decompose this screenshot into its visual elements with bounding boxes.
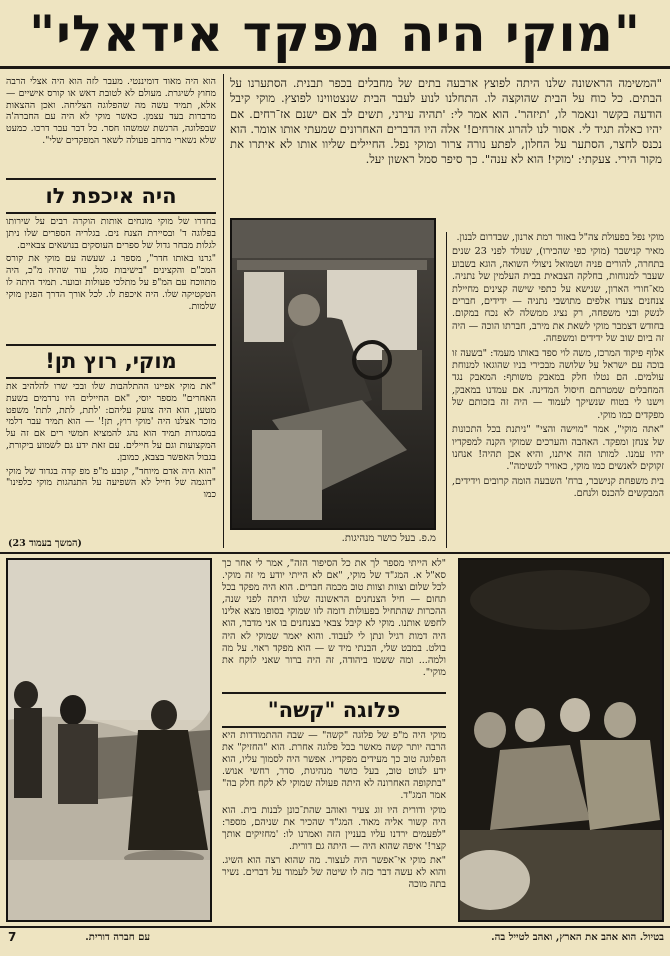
section-rule xyxy=(6,344,216,346)
right-photo-caption: בטיול. הוא אהב את הארץ, ואהב לטייל בה. xyxy=(491,932,664,943)
story-left-column xyxy=(6,76,216,174)
rotz-text xyxy=(6,381,216,531)
left-photo-caption: עם חברה דורית. xyxy=(85,932,150,943)
section-rule xyxy=(6,212,216,214)
headline-rule xyxy=(0,66,670,69)
paragraph: אלוף פיקוד המרכז, משה לוי ספד באותו מעמד: "בשעה זו בוכה עם ישראל על שלושה מבכירי בניו שהוגאו למנוחת עולמים. הם נטלו חלק במאבק משותף: המאבק נגד המחבלים שמטרתם חיסול המדינה. אם עמדנו במאבק, וישנו לי בטוח שנשיקך לעמוד — היה זה בזכותם של מפקדים כמו מוקי. xyxy=(452,347,664,421)
paragraph: בחדרו של מוקי מונחים אותות הוקרה רבים על שירותו בפלוגה ד' ובסיירת הצנח נים. בגלריה הספרים שלו ניתן לגלות מבחר גדול של ספרים העוסקים בנושאים צבאיים. xyxy=(6,216,216,251)
section-heading-ipat: היה איכפת לו xyxy=(45,184,177,208)
paragraph: מוקי היה מ"פ של פלוגה "קשה" — שבה ההתמודדות היא הרבה יותר קשה מאשר בכל פלוגה אחרת. הוא "החזיק" את הפלוגה טוב כך מעידים מפקדיו. אפשר היה לסמוך עליו, הוא ידע לנווט טוב, בעל כושר מנהיגות, סדר, רחשי אנוש. "בתקופה האחרונה לא היתה פעולה שמוקי לא לקח חלק בה" אמר המג"ד. xyxy=(222,730,446,802)
column-divider xyxy=(446,232,447,548)
section-rule xyxy=(222,692,446,694)
section-rule xyxy=(6,377,216,379)
story-right-column xyxy=(452,232,664,550)
soldier-in-vehicle-image xyxy=(232,220,434,528)
bottom-rule xyxy=(0,926,670,928)
paragraph: "הוא היה אדם מיוחד", קובע מ"פ מפ קדה בגדוד של מוקי "דוגמה של חייל לא השפיעה על התנהגות מוקי כלפינו" כמו xyxy=(6,465,216,501)
paragraph: "את מוקי אפיינו ההתלהבות שלו ובכי שרו להלהיב את האחרים" מספר יוסי, "אם החיילים היו נרדמים בשעת מטען, הוא היה צועק עליהם: 'לתת, לתת, לתת' משפט מוכר אצלנו היה 'מוקי רוץ, תן!' — הוא תמיד עבר דלמי במסגרות תמיד הוא נהג להמציא חמשי רים אם זה על המקצועות וגם על חיילים. עם זאת ידע גם לשמוע ביקורת, בגבול האפשר בצבא, כמובן. xyxy=(6,381,216,463)
horizontal-rule xyxy=(0,552,670,554)
page-number: 7 xyxy=(8,930,17,944)
paragraph: בית משפחת קנישבר, ברח' השבעה הומה קרובים וידידים, המבקשים להכנס ולנחם. xyxy=(452,475,664,500)
right-photo xyxy=(458,558,664,922)
plugah-text xyxy=(222,730,446,930)
paragraph: "גרנו באותו חדר", מספר נ. שעשה עם מוקי את קורס המכ"ם והקצינים "בישיבות סגל, עוד שהיה מ"כ, היה מתווכח עם המ"פ על מתלכי פעולות ובוער. תמיד היתה לו הטקטיקה שלו. היה איכפת לו. לכל אורך הדרך הפגין מוקי שלמות. xyxy=(6,253,216,312)
center-bottom-text xyxy=(222,558,446,688)
page-headline: "מוקי היה מפקד אידאלי" xyxy=(29,5,641,63)
paragraph: מוקי נפל בפעולת צה"ל באזור רמת ארנון, שבדרום לבנון. xyxy=(456,232,664,243)
section-heading-rotz: מוקי, רוץ תן! xyxy=(45,349,177,373)
continued-note: (המשך בעמוד 23) xyxy=(8,538,82,549)
section-rule xyxy=(222,726,446,728)
center-photo xyxy=(230,218,436,530)
left-photo xyxy=(6,558,212,922)
lead-paragraph: "המשימה הראשונה שלנו היתה לפוצץ ארבעה בתים של מחבלים בכפר תבנית. הסתערנו על הבתים. כל כוח על הבית שהוקצה לו. התחלנו לנוע לעבר הבית שנצטווינו לפוצץ. מוקי קיבל הודעה בקשר ונאמר לו, 'תיזהר'. הוא אמר לי: 'תהיה עירני, תשים לב אם ישנם אז־רחים. אם יהיו כאלה תגיד לי. אסור לנו להרוג אזרחים!' אלה היו הדברים האחרונים שמעתי אותו אומר. הוא נכנס לחצר, הסתער על החלון, לפתע נורה צרור ומוקי נפל. החיילים שליוו אותו לא איתרו את מקור הירי. צעקתי: 'מוקי! הוא לא ענה". כך סיפר סמל ראשון יעל. xyxy=(230,76,662,167)
paragraph: "לא הייתי מספר לך את כל הסיפור הזה", אמר לי אחר כך סא"ל א. המג"ד של מוקי, "אם לא הייתי יודע מי זה מוקי. לכל שלום וצוות וצוות טוב מכמה חברים. הוא היה מפקד בכל תחום — חיל הצנחנים הראשונה שלנו היתה לפני שנה, ההכרות שהתחיל בפעולות דומה לזו שמוקי בסופו מצא אלינו לחפש אותנו. מוקי לא קיבל צבאי בצנחנים בו אני מדבר, הוא היה דמות רגיל ונתן לי לעבוד. והוא יאמר שמוקי לא היה בולט. במבט שלי, הבנתי מיד ש — הוא מפקד ראוי. על מה ולמה... ומה ששמו ביהודה, זה היה ברור שאני לוקח את מוקי". xyxy=(222,558,446,678)
group-at-camp-image xyxy=(460,560,662,920)
paragraph: "את מוקי אי־אפשר היה לעצור. מה שהוא רצה הוא השיג. והוא לא עשה דבר כזה לו שיטה של לעמוד על דברים. נשיר בתה מוכה xyxy=(222,854,446,891)
group-outdoor-image xyxy=(8,560,210,920)
section-heading-plugah: פלוגה "קשה" xyxy=(267,698,401,722)
paragraph: מוקי ודורית היו זוג צעיר ואוהב שהת־כונן לבנות בית. הוא היה קשור אליה מאוד. המג"ד שהכיר את שניהם, מספר: "לפעמים ירדנו עליו בעניין הזה ואמרנו לו: 'מחזיקים אותך קצר!' איפה שהוא היה — היתה גם דורית. xyxy=(222,804,446,852)
column-divider xyxy=(223,74,224,548)
center-photo-caption: מ.פ. בעל כושר מנהיגות. xyxy=(341,533,436,544)
section-rule xyxy=(6,178,216,180)
story-lead xyxy=(230,76,662,222)
paragraph: מאיר קנישבר (מוקי כפי שהכירו), שנולד לפני 23 שנים בתחרה, להורים פניה ושמואל ניצולי השואה, הוגא בשבוע שעבר למנוחות, בחלקה הצבאית בבית העלמין של נתניה. מא־חורי הארון, שנישא על כתפי שישה קצינים מחיילת צנחנים צעדו אלפים מתושבי נתניה — ידידים, חברים לנשק ובני משפחה, רק נציג ממשלה לא נכח במקום. בחודש דצמבר מוקי לשאת את מירב, חברתו הוכה — היה זה ביום שוב של ידידים ומשפחה. xyxy=(452,246,664,345)
ipat-text xyxy=(6,216,216,342)
paragraph: "אתה מוקי", אמר "מוישה והצי" "ניתנת בכל התכונות של צנחן ומפקד. האהבה והערכים שמוקי הקנה למפקדיו יהיו עמנו. למותו הזה איתנו, והיא אכן תהיה! אנחנו זקוקים לאנשים כמו מוקי, כאוויר לנשימה". xyxy=(452,424,664,473)
paragraph: הוא היה מאוד דומיננטי. מעבר לזה הוא היה אצלי הרבה מחוץ לשיגרת. מעולם לא לטובת דאש או קורס אישיים — אלא, תמיד עשה מה שהפלוגה הצליחה. ואכן ההצאות מדברות בעד עצמן. כאשר מוקי לא היה עם החברה'ה שבפלוגה, הרגשת שמשהו חסר. כל דבר עבר דרכו. כמעט שלא נשארי מרחב פעולה לשאר המפקדים שלי". xyxy=(6,76,216,146)
